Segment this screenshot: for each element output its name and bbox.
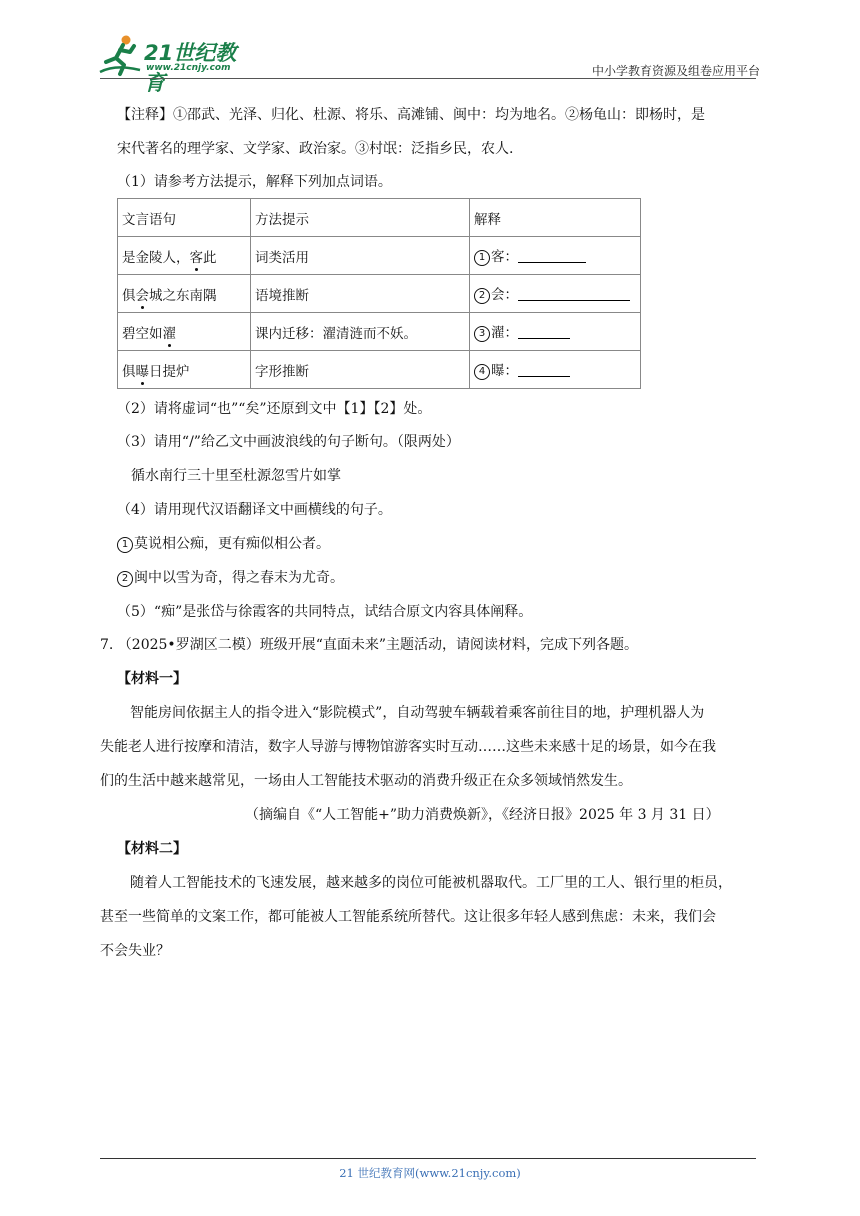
logo-text: 21世纪教育 — [144, 41, 237, 95]
material-1-source: （摘编自《“人工智能+”助力消费焕新》，《经济日报》2025 年 3 月 31 日） — [245, 807, 720, 823]
table-row — [118, 237, 641, 275]
question-4-item-1: 1 莫说相公痴，更有痴似相公者。 — [117, 534, 330, 554]
dotted-word: 曝 — [136, 360, 150, 380]
method-cell: 语境推断 — [251, 275, 470, 313]
footer-text: 21 世纪教育网(www.21cnjy.com) — [339, 1166, 521, 1180]
sentence-cell: 是金陵人，客此 — [118, 237, 251, 275]
notes-line-2: 宋代著名的理学家、文学家、政治家。③村氓：泛指乡民，农人. — [117, 141, 514, 157]
material-2-line: 随着人工智能技术的飞速发展，越来越多的岗位可能被机器取代。工厂里的工人、银行里的柜员， — [130, 875, 732, 891]
answer-cell: 4 曝： — [470, 351, 641, 389]
circled-number: 2 — [117, 571, 133, 587]
answer-blank[interactable] — [518, 286, 630, 301]
table-header-cell: 解释 — [470, 199, 641, 237]
circled-number: 1 — [117, 537, 133, 553]
question-1-prompt: （1）请参考方法提示，解释下列加点词语。 — [117, 174, 392, 190]
sentence-cell: 俱会城之东南隅 — [118, 275, 251, 313]
table-header-cell: 方法提示 — [251, 199, 470, 237]
answer-blank[interactable] — [518, 248, 586, 263]
question-3: （3）请用“/”给乙文中画波浪线的句子断句。（限两处） — [117, 434, 460, 450]
question-2: （2）请将虚词“也”“矣”还原到文中【1】【2】处。 — [117, 401, 432, 417]
question-5: （5）“痴”是张岱与徐霞客的共同特点，试结合原文内容具体阐释。 — [117, 604, 533, 620]
runner-logo-icon — [96, 34, 144, 78]
page-header — [96, 34, 760, 95]
logo — [96, 34, 256, 95]
sentence-cell: 碧空如濯 — [118, 313, 251, 351]
table-row — [118, 275, 641, 313]
answer-blank[interactable] — [518, 324, 570, 339]
interpretation-table — [117, 198, 641, 389]
material-1-line: 们的生活中越来越常见，一场由人工智能技术驱动的消费升级正在众多领域悄然发生。 — [100, 773, 632, 789]
circled-number: 4 — [474, 364, 490, 380]
circled-number: 2 — [474, 288, 490, 304]
question-3-sentence: 循水南行三十里至杜源忽雪片如掌 — [131, 468, 341, 484]
question-4-item-2: 2 闽中以雪为奇，得之春末为尤奇。 — [117, 568, 344, 588]
dotted-word: 会 — [136, 284, 150, 304]
material-2-line: 不会失业？ — [100, 943, 170, 959]
table-row — [118, 313, 641, 351]
method-cell: 课内迁移：濯清涟而不妖。 — [251, 313, 470, 351]
logo-url: www.21cnjy.com — [146, 63, 231, 73]
question-4: （4）请用现代汉语翻译文中画横线的句子。 — [117, 502, 392, 518]
notes-line-1: 【注释】①邵武、光泽、归化、杜源、将乐、高滩铺、闽中：均为地名。②杨龟山：即杨时，是 — [117, 107, 705, 123]
answer-cell: 1 客： — [470, 237, 641, 275]
question-7: 7. （2025•罗湖区二模）班级开展“直面未来”主题活动，请阅读材料，完成下列各题。 — [100, 637, 639, 653]
table-header-cell: 文言语句 — [118, 199, 251, 237]
answer-cell: 2 会： — [470, 275, 641, 313]
table-row — [118, 351, 641, 389]
material-1-line: 失能老人进行按摩和清洁，数字人导游与博物馆游客实时互动……这些未来感十足的场景，如今在我 — [100, 739, 716, 755]
method-cell: 字形推断 — [251, 351, 470, 389]
circled-number: 3 — [474, 326, 490, 342]
answer-blank[interactable] — [518, 362, 570, 377]
material-2-line: 甚至一些简单的文案工作，都可能被人工智能系统所替代。这让很多年轻人感到焦虑：未来，我们会 — [100, 909, 716, 925]
dotted-word: 客 — [190, 246, 204, 266]
method-cell: 词类活用 — [251, 237, 470, 275]
footer-divider — [100, 1158, 756, 1159]
answer-cell: 3 濯： — [470, 313, 641, 351]
material-1-line: 智能房间依据主人的指令进入“影院模式”，自动驾驶车辆载着乘客前往目的地，护理机器人为 — [130, 705, 705, 721]
circled-number: 1 — [474, 250, 490, 266]
material-2-title: 【材料二】 — [117, 841, 187, 857]
platform-name: 中小学教育资源及组卷应用平台 — [591, 64, 760, 78]
header-divider — [100, 78, 756, 79]
dotted-word: 濯 — [163, 322, 177, 342]
sentence-cell: 俱曝日提炉 — [118, 351, 251, 389]
material-1-title: 【材料一】 — [117, 671, 187, 687]
table-header-row — [118, 199, 641, 237]
